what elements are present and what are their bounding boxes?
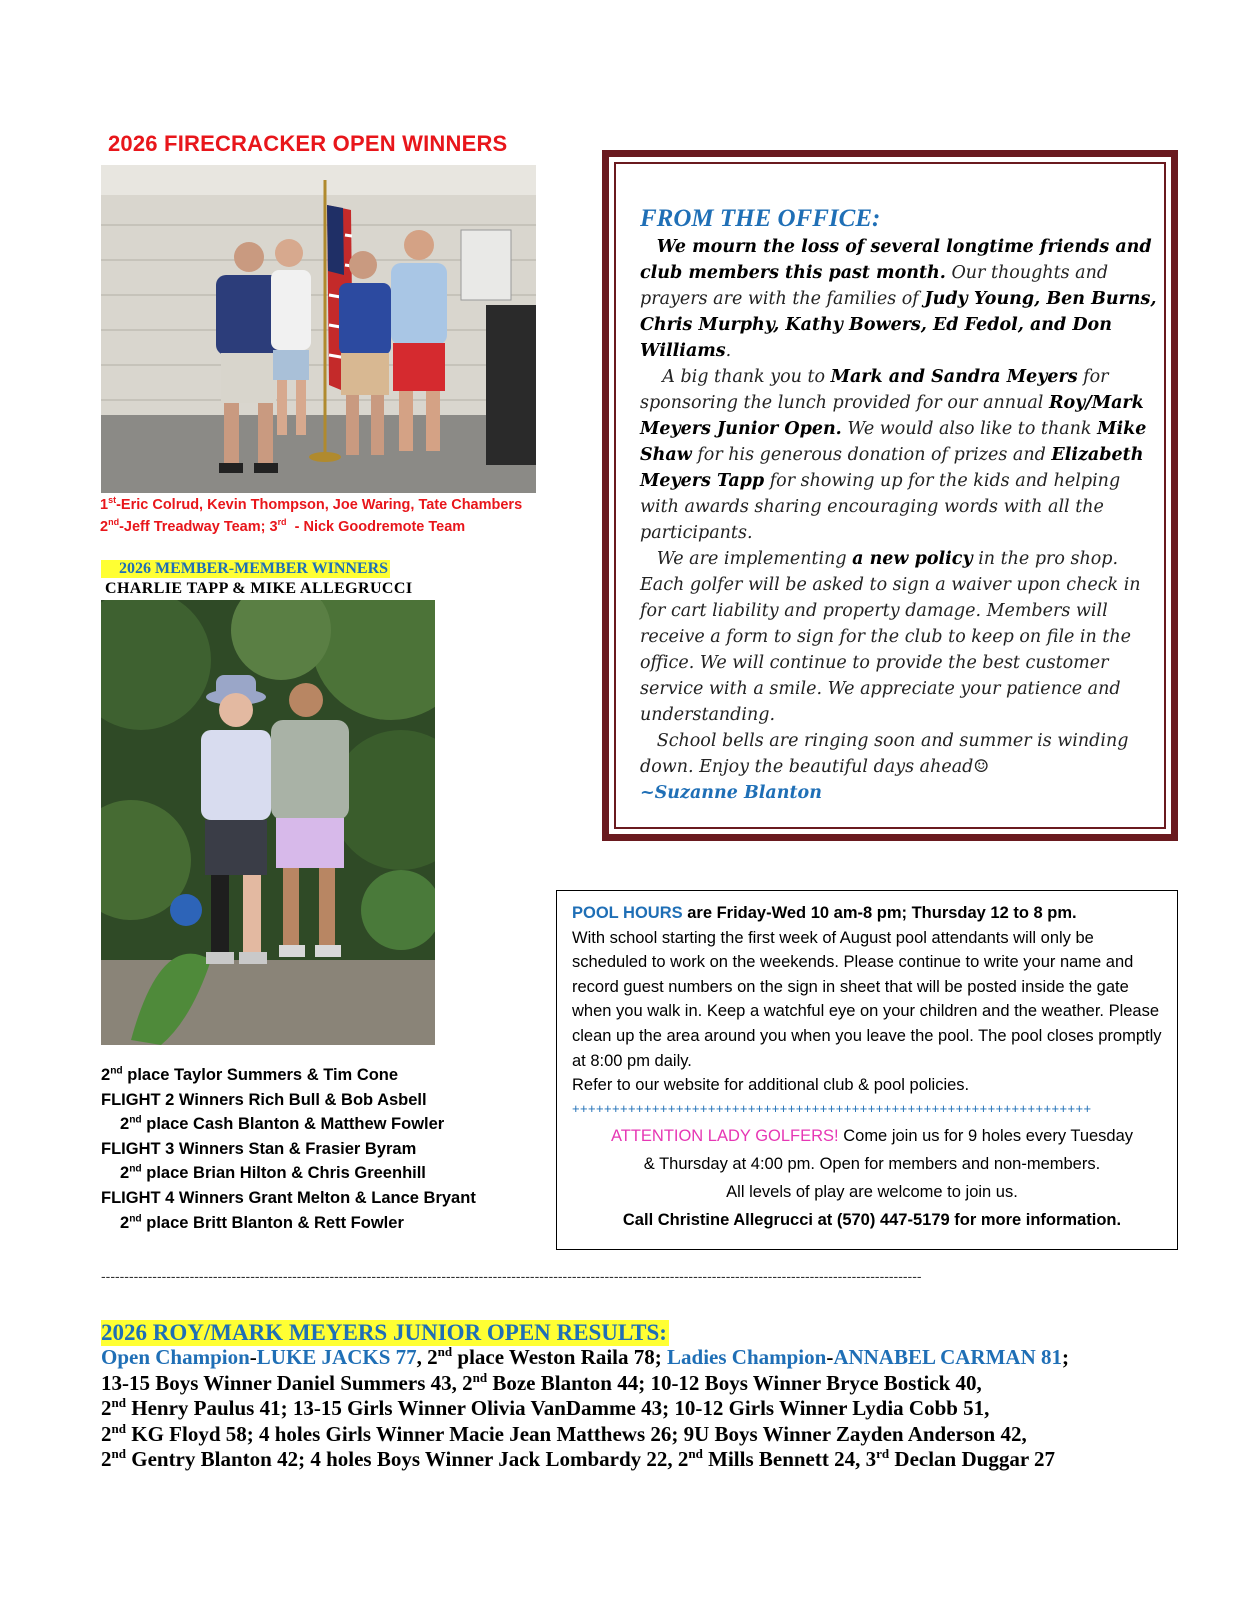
office-paragraph-thanks: A big thank you to Mark and Sandra Meyers for sponsoring the lunch provided for our annual Roy/Mark Meyers Junior Open. We would also like to thank Mike Shaw for his generous donation of prizes and Elizabeth Meyers Tapp for showing up for the kids and helping with awards sharing encouraging words with all the participants.	[640, 367, 1147, 543]
flight-result-line: FLIGHT 2 Winners Rich Bull & Bob Asbell	[101, 1090, 427, 1109]
firecracker-second-third-place: 2nd-Jeff Treadway Team; 3rd - Nick Goodremote Team	[100, 517, 466, 535]
flight-result-line: 2nd place Cash Blanton & Matthew Fowler	[120, 1114, 445, 1134]
office-message-box	[602, 150, 1178, 841]
office-paragraph-condolences: We mourn the loss of several longtime friends and club members this past month. Our thoughts and prayers are with the families of Judy Young, Ben Burns, Chris Murphy, Kathy Bowers, Ed Fedol, and Don Williams.	[640, 237, 1157, 361]
plus-divider: +++++++++++++++++++++++++++++++++++++++++++++++++++++++++++++++++	[572, 1100, 1092, 1116]
pool-policies-note: Refer to our website for additional club & pool policies.	[572, 1076, 970, 1095]
firecracker-winners-photo	[101, 165, 536, 493]
lady-golfers-contact: Call Christine Allegrucci at (570) 447-5179 for more information.	[622, 1210, 1122, 1229]
member-member-names: CHARLIE TAPP & MIKE ALLEGRUCCI	[105, 580, 413, 597]
flight-result-line: 2nd place Britt Blanton & Rett Fowler	[120, 1213, 404, 1232]
office-title: FROM THE OFFICE:	[640, 205, 881, 232]
pool-hours-label: POOL HOURS	[572, 904, 683, 922]
member-member-winners-photo	[101, 600, 435, 1045]
firecracker-caption	[100, 494, 522, 538]
flight-result-line: 2nd place Brian Hilton & Chris Greenhill	[120, 1163, 426, 1183]
section-divider: --------------------------------------------------------------------------------------------------------------------------------------------------------------------------------	[101, 1268, 922, 1284]
office-paragraph-school: School bells are ringing soon and summer is winding down. Enjoy the beautiful days ahead☺	[640, 731, 1129, 777]
office-paragraph-policy: We are implementing a new policy in the pro shop. Each golfer will be asked to sign a waiver upon check in for cart liability and property damage. Members will receive a form to sign for the club to keep on file in the office. We will continue to provide the best customer service with a smile. We appreciate your patience and understanding.	[640, 549, 1141, 725]
lady-golfers-notice: ATTENTION LADY GOLFERS! Come join us for 9 holes every Tuesday & Thursday at 4:00 pm. Open for members and non-members. All levels of play are welcome to join us. Call Christine Allegrucci at (570) 447-5179 for more information.	[572, 1122, 1172, 1234]
member-member-title: 2026 MEMBER-MEMBER WINNERS	[101, 560, 390, 578]
flight-result-line: FLIGHT 4 Winners Grant Melton & Lance Bryant	[101, 1188, 476, 1207]
flight-result-line: FLIGHT 3 Winners Stan & Frasier Byram	[101, 1139, 417, 1158]
pool-hours-line: POOL HOURS are Friday-Wed 10 am-8 pm; Thursday 12 to 8 pm.	[572, 904, 1077, 922]
junior-open-results: Open Champion-LUKE JACKS 77, 2nd place Weston Raila 78; Ladies Champion-ANNABEL CARMAN 81; 13-15 Boys Winner Daniel Summers 43, 2nd Boze Blanton 44; 10-12 Boys Winner Bryce Bostick 40, 2nd Henry Paulus 41; 13-15 Girls Winner Olivia VanDamme 43; 10-12 Girls Winner Lydia Cobb 51, 2nd KG Floyd 58; 4 holes Girls Winner Macie Jean Matthews 26; 9U Boys Winner Zayden Anderson 42, 2nd Gentry Blanton 42; 4 holes Boys Winner Jack Lombardy 22, 2nd Mills Bennett 24, 3rd Declan Duggar 27	[101, 1344, 1069, 1471]
junior-open-title: 2026 ROY/MARK MEYERS JUNIOR OPEN RESULTS:	[101, 1320, 667, 1345]
firecracker-title: 2026 FIRECRACKER OPEN WINNERS	[108, 131, 508, 156]
office-message-inner-border	[614, 162, 1166, 829]
flight-results-list	[101, 1063, 476, 1235]
flight-result-line: 2nd place Taylor Summers & Tim Cone	[101, 1065, 399, 1084]
firecracker-first-place: 1st-Eric Colrud, Kevin Thompson, Joe Waring, Tate Chambers	[100, 495, 523, 513]
pool-hours-box	[556, 890, 1178, 1250]
pool-body: With school starting the first week of August pool attendants will only be scheduled to work on the weekends. Please continue to write your name and record guest numbers on the sign in sheet that will be posted inside the gate when you walk in. Keep a watchful eye on your children and the weather. Please clean up the area around you when you leave the pool. The pool closes promptly at 8:00 pm daily.	[572, 928, 1162, 1070]
office-message-text	[640, 204, 1160, 806]
pool-hours-text	[572, 901, 1172, 1234]
lady-golfers-label: ATTENTION LADY GOLFERS!	[610, 1126, 839, 1145]
office-signature: ~Suzanne Blanton	[640, 783, 822, 803]
